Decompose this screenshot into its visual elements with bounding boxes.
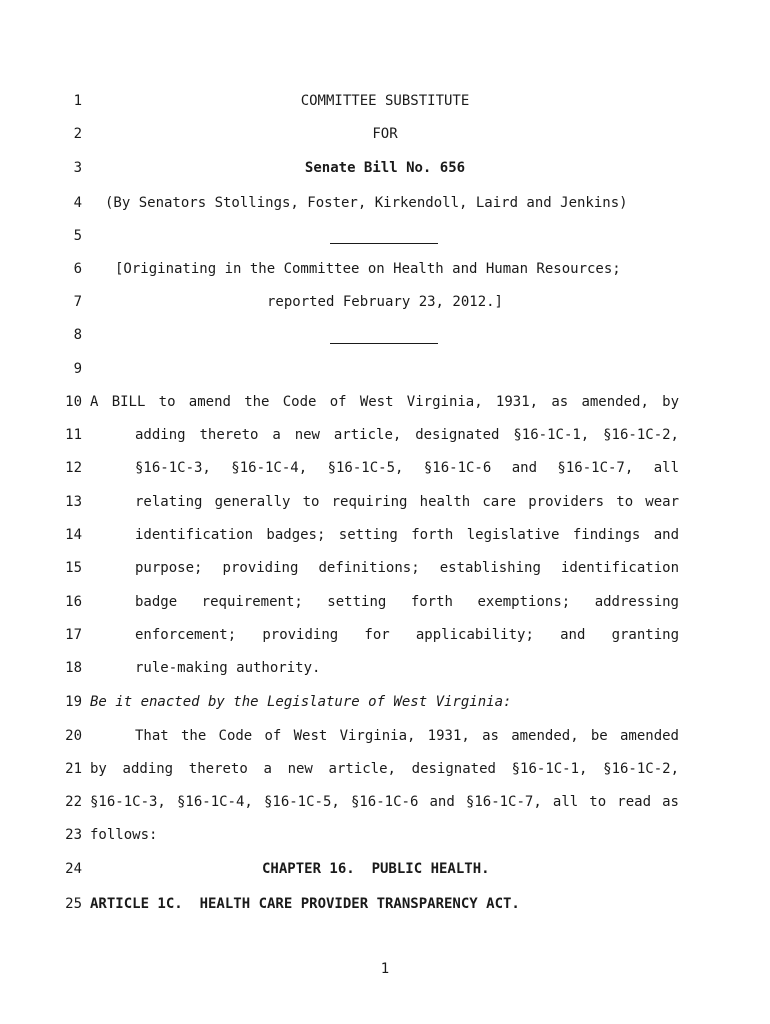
line-number: 4 (73, 195, 82, 211)
body-line: §16-1C-3, §16-1C-4, §16-1C-5, §16-1C-6 and §16-1C-7, all to read as (90, 794, 679, 810)
line-number: 2 (73, 126, 82, 142)
body-line: follows: (90, 827, 158, 843)
bill-title-line: A BILL to amend the Code of West Virginia, 1931, as amended, by (90, 394, 679, 410)
bill-title-line: identification badges; setting forth legislative findings and (135, 527, 679, 543)
line-number: 11 (65, 427, 82, 443)
line-number: 21 (65, 761, 82, 777)
sponsors-line: (By Senators Stollings, Foster, Kirkendoll, Laird and Jenkins) (105, 195, 628, 211)
line-number: 19 (65, 694, 82, 710)
divider-rule (330, 343, 438, 344)
enacting-clause: Be it enacted by the Legislature of West Virginia: (90, 694, 512, 710)
line-number: 5 (73, 228, 82, 244)
document-heading: COMMITTEE SUBSTITUTE (300, 93, 470, 109)
line-number: 15 (65, 560, 82, 576)
origin-line: [Originating in the Committee on Health and Human Resources; (115, 261, 621, 277)
line-number: 7 (73, 294, 82, 310)
line-number: 12 (65, 460, 82, 476)
body-line: by adding thereto a new article, designated §16-1C-1, §16-1C-2, (90, 761, 679, 777)
line-number: 22 (65, 794, 82, 810)
line-number: 24 (65, 861, 82, 877)
bill-title-line: purpose; providing definitions; establishing identification (135, 560, 679, 576)
bill-title-line: adding thereto a new article, designated §16-1C-1, §16-1C-2, (135, 427, 679, 443)
line-number: 1 (73, 93, 82, 109)
chapter-heading: CHAPTER 16. PUBLIC HEALTH. (262, 861, 490, 877)
line-number: 9 (73, 361, 82, 377)
document-heading-for: FOR (372, 126, 398, 142)
line-number: 23 (65, 827, 82, 843)
line-number: 20 (65, 728, 82, 744)
line-number: 17 (65, 627, 82, 643)
line-number: 18 (65, 660, 82, 676)
bill-number: Senate Bill No. 656 (304, 160, 466, 176)
page-number: 1 (380, 961, 390, 977)
divider-rule (330, 243, 438, 244)
line-number: 14 (65, 527, 82, 543)
line-number: 3 (73, 160, 82, 176)
line-number: 25 (65, 896, 82, 912)
bill-title-line: badge requirement; setting forth exemptions; addressing (135, 594, 679, 610)
bill-title-line: relating generally to requiring health care providers to wear (135, 494, 679, 510)
line-number: 8 (73, 327, 82, 343)
line-number: 6 (73, 261, 82, 277)
bill-title-line: rule-making authority. (135, 660, 321, 676)
body-line: That the Code of West Virginia, 1931, as amended, be amended (135, 728, 679, 744)
article-heading: ARTICLE 1C. HEALTH CARE PROVIDER TRANSPARENCY ACT. (90, 896, 520, 912)
reported-date-line: reported February 23, 2012.] (266, 294, 503, 310)
line-number: 16 (65, 594, 82, 610)
bill-title-line: enforcement; providing for applicability; and granting (135, 627, 679, 643)
bill-title-line: §16-1C-3, §16-1C-4, §16-1C-5, §16-1C-6 and §16-1C-7, all (135, 460, 679, 476)
line-number: 10 (65, 394, 82, 410)
line-number: 13 (65, 494, 82, 510)
